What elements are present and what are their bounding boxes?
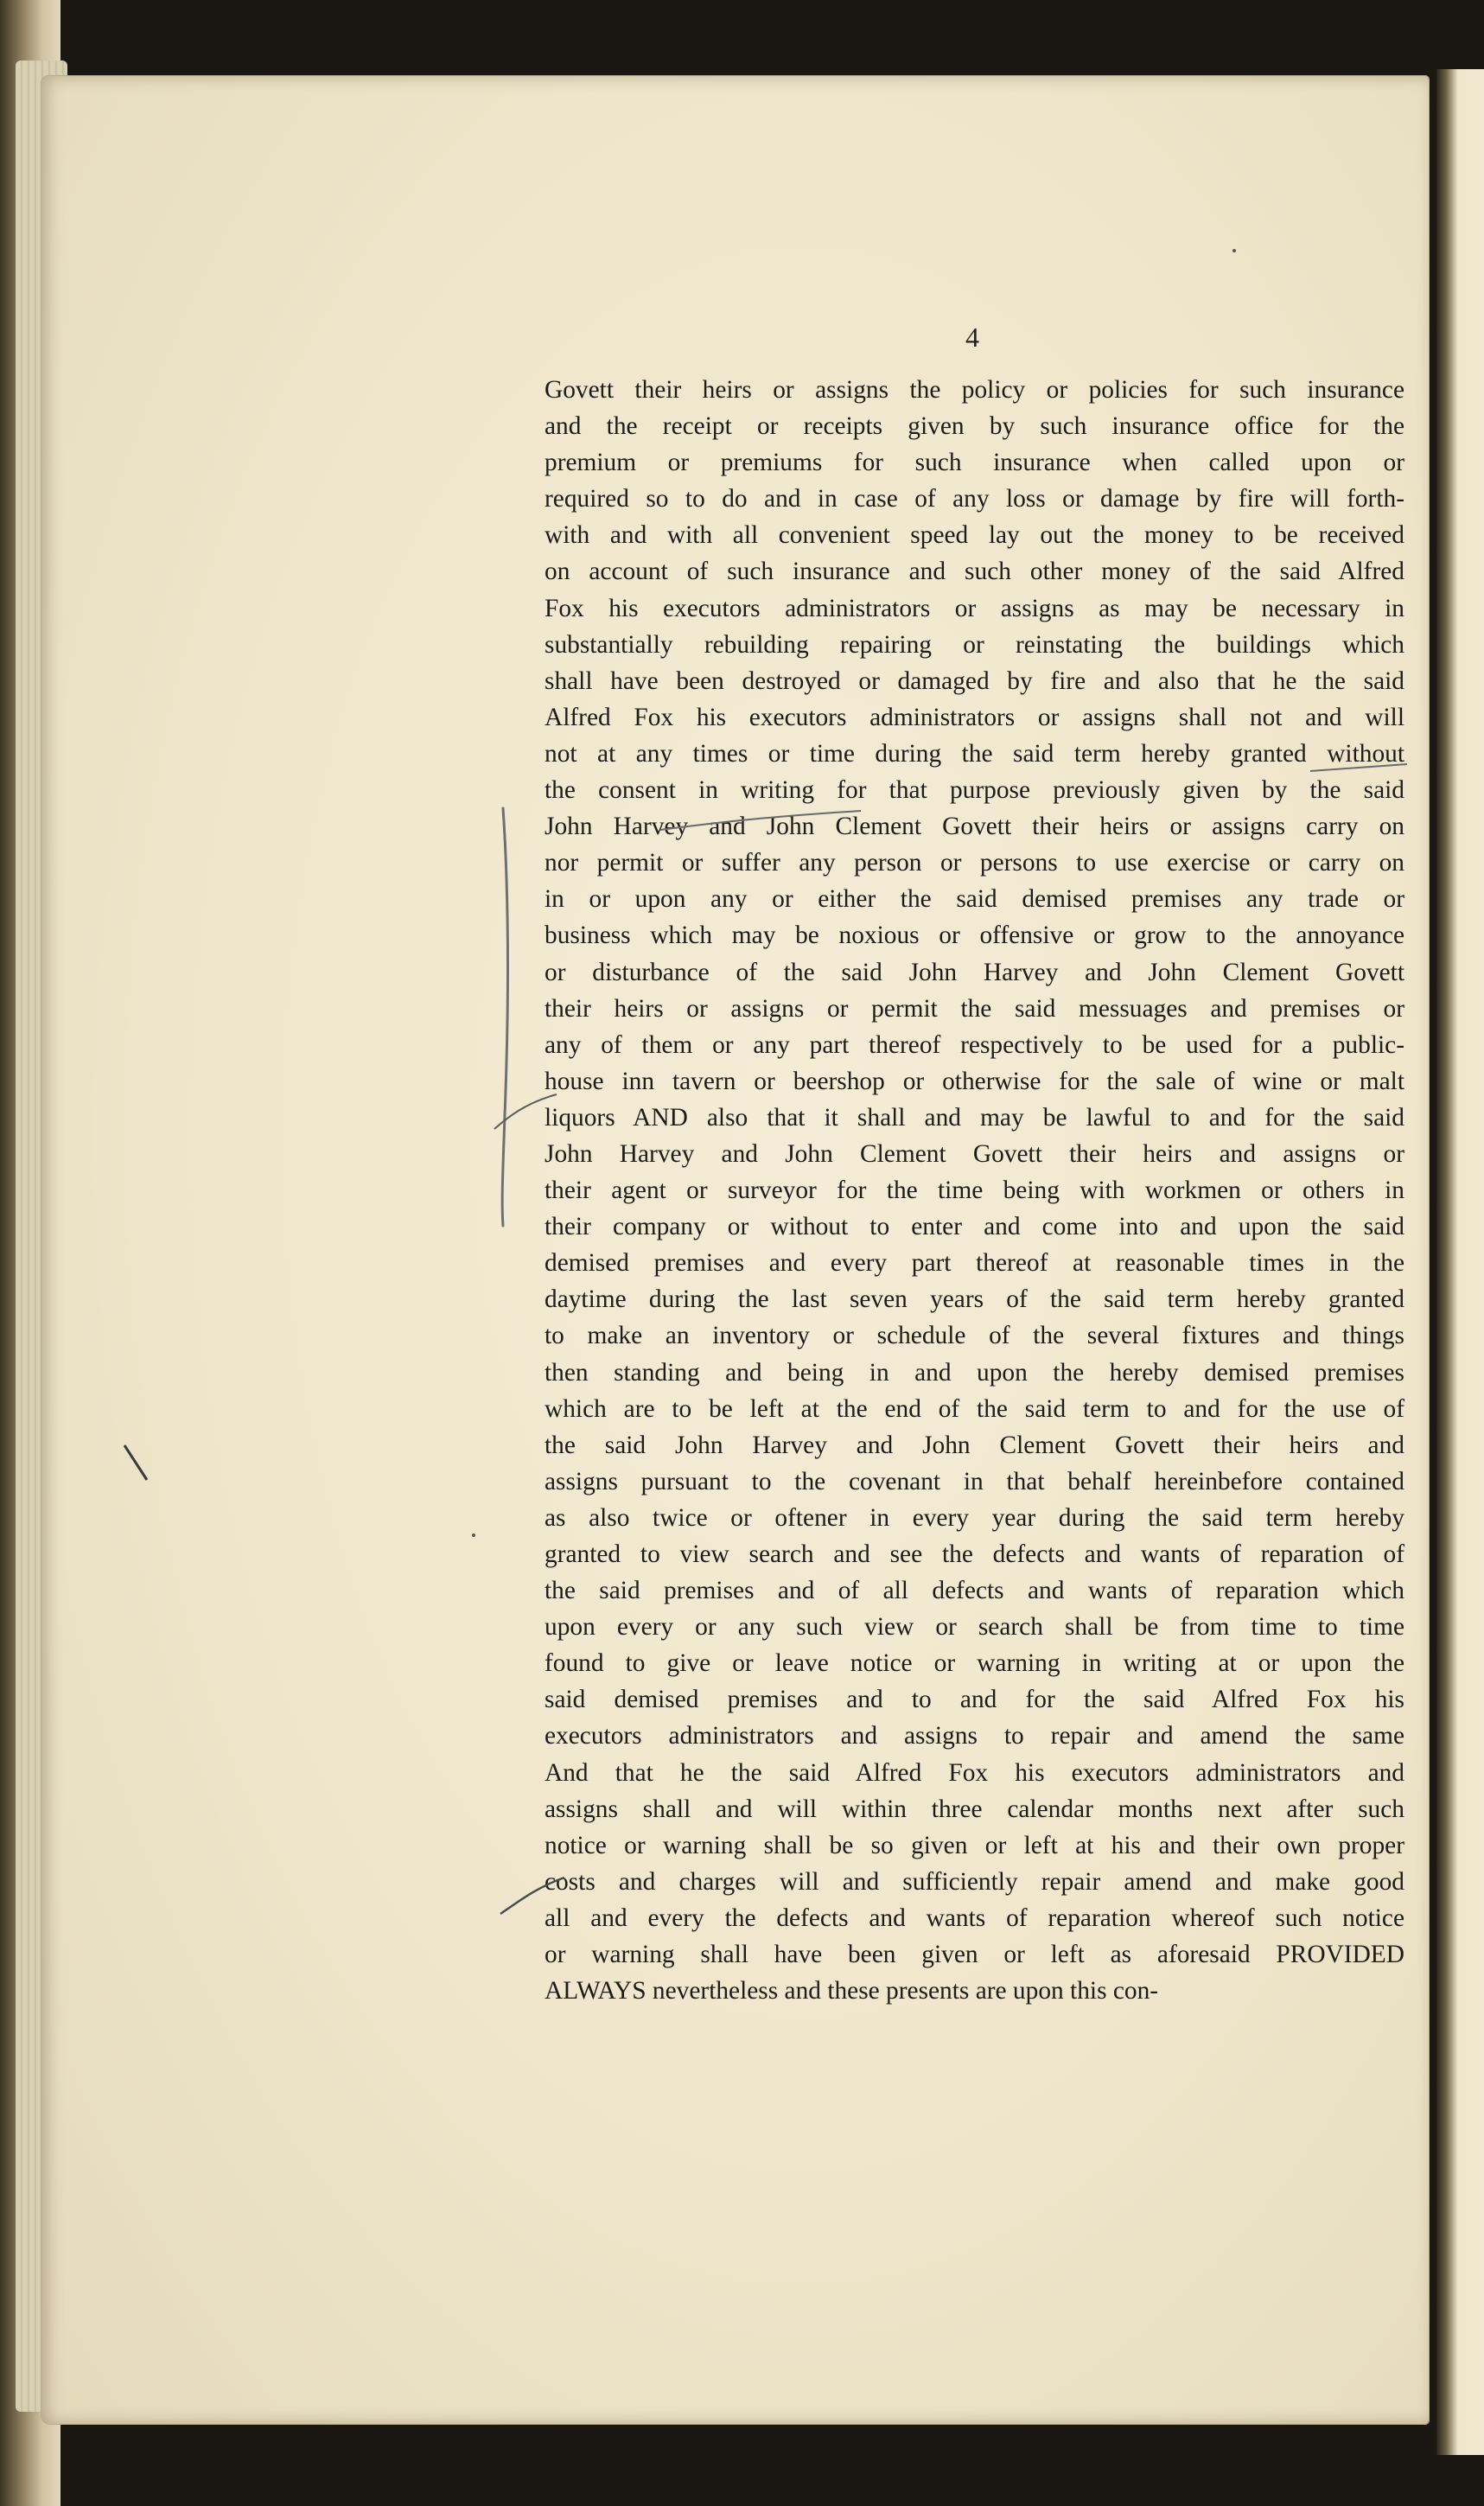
pencil-margin-line (484, 804, 519, 1227)
text-line: which are to be left at the end of the said term to and for the use of (545, 1394, 1404, 1423)
text-line: business which may be noxious or offensive or grow to the annoyance (545, 921, 1404, 950)
text-line: ALWAYS nevertheless and these presents are upon this con- (545, 1977, 1159, 2005)
text-line: assigns pursuant to the covenant in that behalf hereinbefore contained (545, 1467, 1404, 1495)
text-line: house inn tavern or beershop or otherwise for the sale of wine or malt (545, 1067, 1404, 1095)
text-line: found to give or leave notice or warning in writing at or upon the (545, 1649, 1404, 1678)
text-line: on account of such insurance and such other money of the said Alfred (545, 558, 1404, 586)
text-line: then standing and being in and upon the hereby demised premises (545, 1358, 1404, 1387)
text-line: Fox his executors administrators or assigns as may be necessary in (545, 594, 1404, 622)
pencil-small-mark (121, 1442, 156, 1485)
page-body-text (545, 372, 1404, 2009)
text-line: the said premises and of all defects and wants of reparation which (545, 1577, 1404, 1605)
text-line: and the receipt or receipts given by such insurance office for the (545, 412, 1404, 441)
pencil-tick-mark (491, 1091, 560, 1134)
text-line: costs and charges will and sufficiently repair amend and make good (545, 1867, 1404, 1896)
text-line: required so to do and in case of any loss or damage by fire will forth- (545, 485, 1404, 513)
text-line: to make an inventory or schedule of the several fixtures and things (545, 1322, 1404, 1350)
text-line: in or upon any or either the said demised premises any trade or (545, 885, 1404, 914)
text-line: assigns shall and will within three calendar months next after such (545, 1795, 1404, 1823)
text-line: their company or without to enter and come into and upon the said (545, 1213, 1404, 1241)
text-line: demised premises and every part thereof at reasonable times in the (545, 1249, 1404, 1278)
text-line: not at any times or time during the said term hereby granted without (545, 739, 1404, 768)
text-line: liquors AND also that it shall and may be lawful to and for the said (545, 1103, 1404, 1132)
text-line: their heirs or assigns or permit the said messuages and premises or (545, 994, 1404, 1023)
pencil-tick-mark-2 (497, 1874, 566, 1917)
text-line: daytime during the last seven years of the said term hereby granted (545, 1285, 1404, 1314)
text-line: shall have been destroyed or damaged by fire and also that he the said (545, 666, 1404, 695)
text-line: any of them or any part thereof respectively to be used for a public- (545, 1030, 1404, 1059)
text-line: or disturbance of the said John Harvey and John Clement Govett (545, 958, 1404, 986)
text-line: Govett their heirs or assigns the policy or policies for such insurance (545, 376, 1404, 404)
ink-speck (472, 1534, 475, 1537)
text-line: their agent or surveyor for the time being with workmen or others in (545, 1176, 1404, 1205)
text-line: said demised premises and to and for the said Alfred Fox his (545, 1686, 1404, 1714)
text-line: as also twice or oftener in every year during the said term hereby (545, 1503, 1404, 1532)
text-line: John Harvey and John Clement Govett their heirs or assigns carry on (545, 813, 1404, 841)
text-line: upon every or any such view or search shall be from time to time (545, 1613, 1404, 1642)
text-line: premium or premiums for such insurance when called upon or (545, 449, 1404, 477)
text-line: with and with all convenient speed lay out the money to be received (545, 521, 1404, 550)
text-line: substantially rebuilding repairing or reinstating the buildings which (545, 630, 1404, 659)
text-line: nor permit or suffer any person or persons to use exercise or carry on (545, 849, 1404, 877)
text-line: John Harvey and John Clement Govett their heirs and assigns or (545, 1139, 1404, 1168)
text-line: And that he the said Alfred Fox his executors administrators and (545, 1758, 1404, 1787)
text-line: Alfred Fox his executors administrators or assigns shall not and will (545, 703, 1404, 731)
text-line: all and every the defects and wants of reparation whereof such notice (545, 1903, 1404, 1932)
text-line: granted to view search and see the defects and wants of reparation of (545, 1540, 1404, 1568)
pencil-underline (657, 761, 1417, 839)
text-line: the consent in writing for that purpose previously given by the said (545, 776, 1404, 805)
text-line: or warning shall have been given or left as aforesaid PROVIDED (545, 1941, 1404, 1969)
text-line: notice or warning shall be so given or left at his and their own proper (545, 1831, 1404, 1859)
text-line: executors administrators and assigns to repair and amend the same (545, 1722, 1404, 1750)
ink-speck-2 (1232, 249, 1236, 252)
facing-page-edge (1436, 69, 1484, 2455)
text-line: the said John Harvey and John Clement Govett their heirs and (545, 1431, 1404, 1459)
page-number: 4 (965, 322, 979, 353)
